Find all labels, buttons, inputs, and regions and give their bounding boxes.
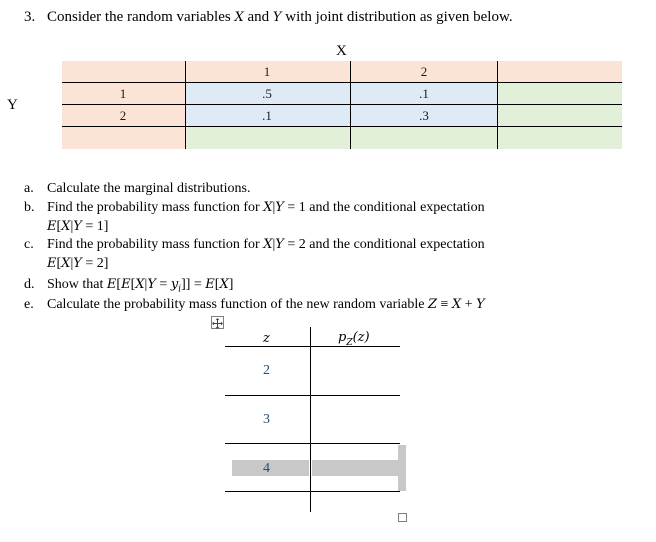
part-a-label: a.	[24, 181, 34, 196]
prob-r1c1: .5	[262, 86, 272, 101]
pmf-table[interactable]	[225, 327, 400, 512]
table-rule	[62, 82, 622, 83]
bottom-label-cell	[62, 127, 185, 149]
part-b-label: b.	[24, 200, 35, 215]
selection-highlight-pz	[312, 460, 402, 476]
table-column-rule	[350, 61, 351, 149]
z-value-3: 3	[263, 412, 270, 427]
pmf-table-rule	[225, 491, 400, 492]
bottom-row-cells[interactable]	[185, 127, 622, 149]
header-row-band	[62, 61, 622, 83]
x-value-2: 2	[420, 64, 428, 79]
part-b-text: Find the probability mass function for X|Y = 1 and the conditional expectation	[47, 200, 485, 215]
part-c-text: Find the probability mass function for X|Y = 2 and the conditional expectation	[47, 237, 485, 252]
right-cell-r1[interactable]	[497, 83, 622, 105]
z-value-2: 2	[263, 363, 270, 378]
part-c-expectation: E[X|Y = 2]	[47, 256, 109, 271]
table-rule	[62, 104, 622, 105]
question-text: Consider the random variables X and Y with joint distribution as given below.	[47, 9, 513, 25]
right-cell-r2[interactable]	[497, 105, 622, 127]
part-d-text: Show that $E[E[X|Y = y_i]] = E[X]$	[47, 277, 234, 295]
z-column-header: z	[263, 331, 270, 346]
pmf-table-rule	[225, 443, 400, 444]
table-column-rule	[497, 61, 498, 149]
prob-r1c2: .1	[419, 86, 429, 101]
y-value-1: 1	[119, 86, 127, 101]
part-a-text: Calculate the marginal distributions.	[47, 181, 251, 196]
pmf-table-rule	[225, 346, 400, 347]
table-column-rule	[185, 61, 186, 149]
x-axis-label: X	[336, 43, 347, 59]
z-value-4: 4	[263, 461, 270, 476]
part-c-label: c.	[24, 237, 34, 252]
pz-header-sub: Z	[346, 338, 353, 348]
y-axis-label: Y	[7, 97, 18, 113]
part-b-expectation: E[X|Y = 1]	[47, 219, 109, 234]
pmf-table-column-rule	[310, 327, 311, 512]
joint-distribution-table[interactable]	[62, 61, 622, 149]
pz-header-arg: (z)	[352, 330, 370, 345]
y-value-2: 2	[119, 108, 127, 123]
prob-r2c1: .1	[262, 108, 272, 123]
x-value-1: 1	[263, 64, 271, 79]
part-e-label: e.	[24, 297, 34, 312]
selection-highlight-end	[398, 445, 406, 491]
pz-header-p: p	[338, 330, 347, 345]
selection-highlight-z	[232, 460, 309, 476]
table-rule	[62, 126, 622, 127]
pmf-table-rule	[225, 395, 400, 396]
part-e-text: Calculate the probability mass function of the new random variable Z ≡ X + Y	[47, 297, 485, 312]
prob-r2c2: .3	[419, 108, 429, 123]
part-d-label: d.	[24, 277, 35, 292]
move-handle-icon[interactable]	[211, 316, 224, 329]
question-number: 3.	[24, 9, 36, 25]
resize-handle-icon[interactable]	[398, 513, 407, 522]
